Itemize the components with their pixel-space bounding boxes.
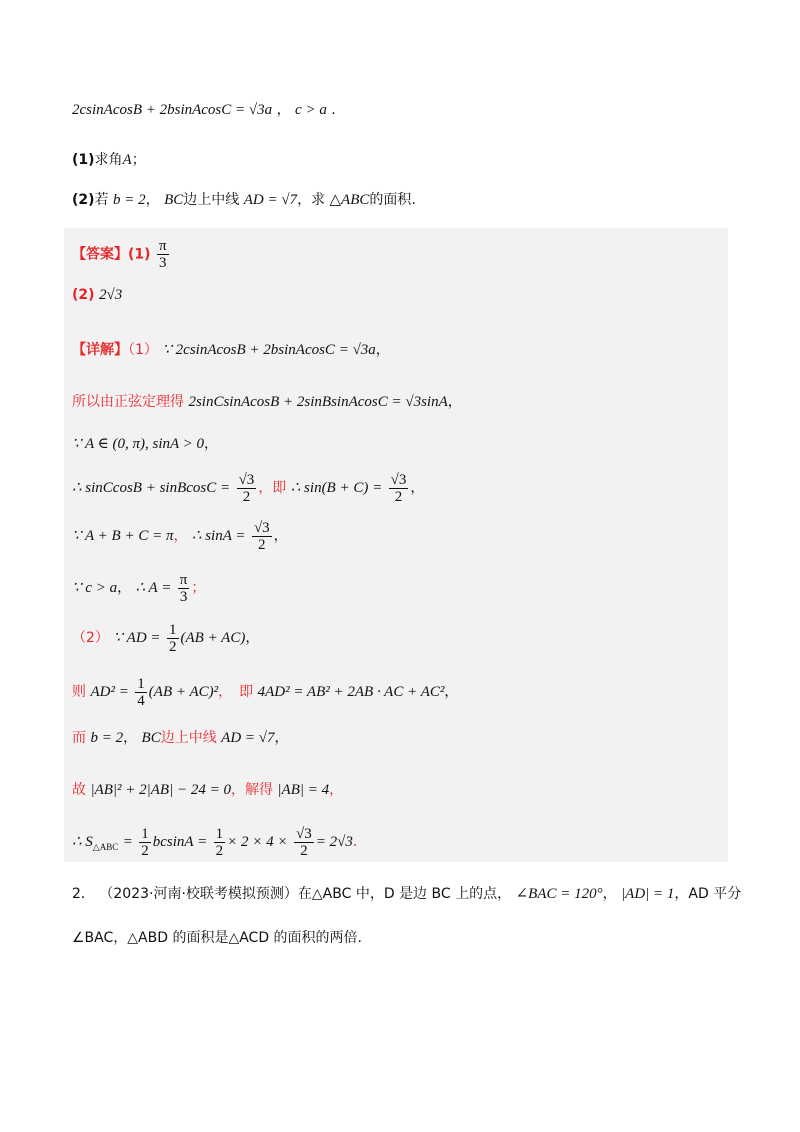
detail-line-1: 【详解】（1） ∵ 2csinAcosB + 2bsinAcosC = √3a，: [72, 342, 390, 358]
detail-label: 【详解】: [72, 342, 128, 358]
question-2: (2)若 b = 2， BC边上中线 AD = √7，求 △ABC的面积.: [72, 192, 416, 208]
intro-condition: c > a: [295, 102, 327, 118]
answer-line-2: (2) 2√3: [72, 287, 123, 303]
detail-line-9: 而 b = 2， BC边上中线 AD = √7，: [72, 730, 289, 746]
detail-line-6: ∵ c > a， ∴ A = $\frac{\pi}{3}$ ；: [72, 571, 206, 605]
detail-line-10: 故 |AB|² + 2|AB| − 24 = 0，解得 |AB| = 4，: [72, 782, 344, 798]
detail-line-4: ∴ sinCcosB + sinBcosC = $\frac{√3}{2}$ ，即 ∴ sin(B + C) = $\frac{√3}{2}$ ，: [72, 471, 425, 505]
intro-equation: 2csinAcosB + 2bsinAcosC = √3a: [72, 102, 273, 118]
answer-label: 【答案】: [72, 246, 128, 263]
problem-2-line-1: 2． （2023·河南·校联考模拟预测）在△ABC 中，D 是边 BC 上的点， ∠BAC = 120°， |AD| = 1，AD 平分: [72, 886, 742, 902]
detail-line-5: ∵ A + B + C = π， ∴ sinA = $\frac{√3}{2}$ ，: [72, 519, 288, 553]
detail-line-8: 则 AD² = $\frac{1}{4}$ (AB + AC)²， 即 4AD² = AB² + 2AB · AC + AC²，: [72, 675, 459, 709]
intro-line: 2csinAcosB + 2bsinAcosC = √3a ， c > a .: [72, 102, 336, 118]
detail-line-7: （2） ∵ AD = $\frac{1}{2}$ (AB + AC)，: [72, 621, 260, 655]
detail-line-3: ∵ A ∈ (0, π), sinA > 0，: [72, 436, 219, 452]
question-1: (1)求角A；: [72, 152, 146, 168]
problem-2-line-2: ∠BAC，△ABD 的面积是△ACD 的面积的两倍.: [72, 930, 362, 946]
detail-line-11: ∴ $S_{\triangle ABC}$ = $\frac{1}{2}$ bcsinA = $\frac{1}{2}$ × 2 × 4 × $\frac{√3}{2}$ = 2√3.: [72, 825, 358, 859]
detail-line-2: 所以由正弦定理得 2sinCsinAcosB + 2sinBsinAcosC = √3sinA，: [72, 394, 462, 410]
problem-2-number: 2．: [72, 886, 95, 902]
answer-line-1: 【答案】(1) $\frac{\pi}{3}$: [72, 238, 167, 271]
